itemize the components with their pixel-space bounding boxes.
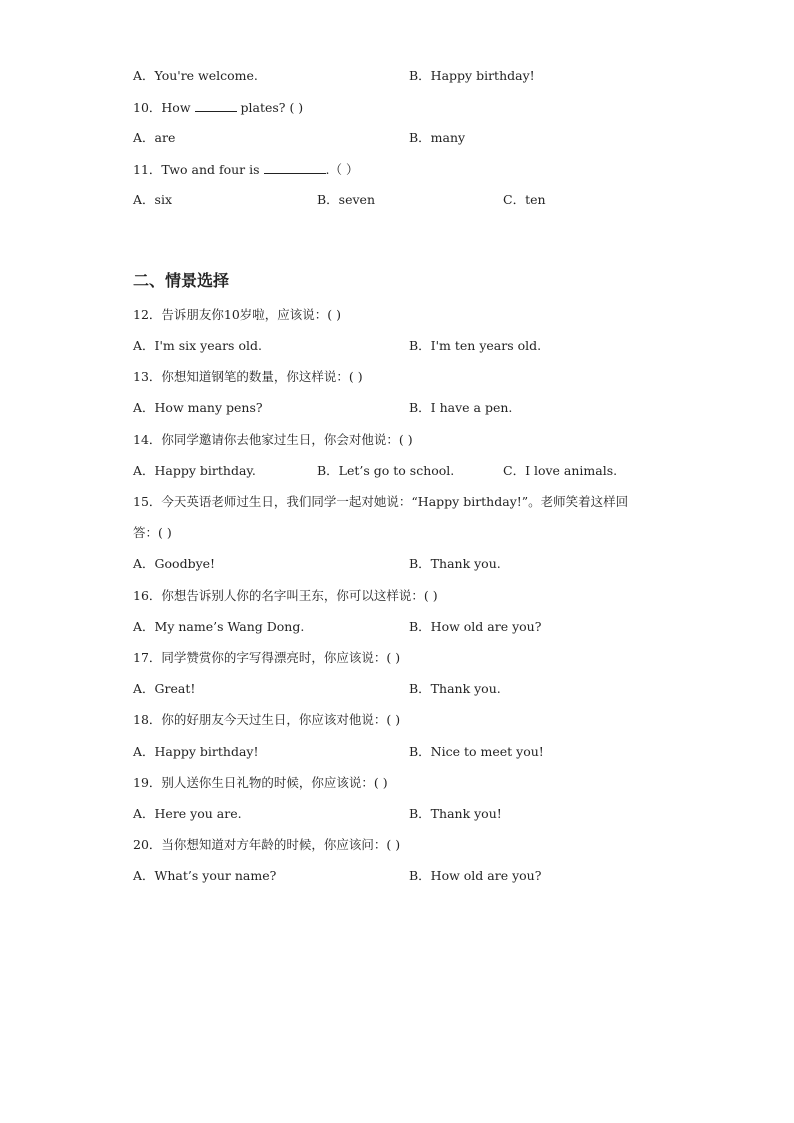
q10-blank	[195, 99, 237, 112]
q11-text-post: .（ ）	[325, 162, 359, 177]
q9-option-a: A．You're welcome.	[133, 68, 258, 83]
section-title: 二、情景选择	[133, 271, 230, 290]
q19-option-a: A．Here you are.	[133, 806, 242, 821]
q11-option-a: A．six	[133, 192, 172, 207]
q10-text-post: plates? ( )	[236, 100, 304, 115]
q17-option-a: A．Great!	[133, 681, 196, 696]
q20-question: 20．当你想知道对方年龄的时候，你应该问：( )	[133, 837, 401, 852]
q13-question: 13．你想知道钢笔的数量，你这样说：( )	[133, 369, 363, 384]
q12-option-a: A．I'm six years old.	[133, 338, 262, 353]
q14-question: 14．你同学邀请你去他家过生日，你会对他说：( )	[133, 432, 413, 447]
q11-blank	[264, 161, 326, 174]
q20-option-b: B．How old are you?	[409, 868, 542, 883]
q15-question-line2: 答：( )	[133, 525, 172, 540]
q18-question: 18．你的好朋友今天过生日，你应该对他说：( )	[133, 712, 401, 727]
q13-option-a: A．How many pens?	[133, 400, 263, 415]
q15-option-b: B．Thank you.	[409, 556, 501, 571]
q12-question: 12．告诉朋友你10岁啦，应该说：( )	[133, 307, 342, 322]
q19-option-b: B．Thank you!	[409, 806, 502, 821]
q16-question: 16．你想告诉别人你的名字叫王东，你可以这样说：( )	[133, 588, 438, 603]
q17-option-b: B．Thank you.	[409, 681, 501, 696]
q16-option-b: B．How old are you?	[409, 619, 542, 634]
q15-option-a: A．Goodbye!	[133, 556, 216, 571]
q11-text-pre: 11．Two and four is	[133, 162, 264, 177]
q11-option-c: C．ten	[503, 192, 546, 207]
q10-question	[133, 99, 303, 116]
q15-question-line1: 15．今天英语老师过生日，我们同学一起对她说：“Happy birthday!”。老师笑着这样回	[133, 494, 629, 509]
q18-option-b: B．Nice to meet you!	[409, 744, 544, 759]
q9-option-b: B．Happy birthday!	[409, 68, 535, 83]
q14-option-c: C．I love animals.	[503, 463, 618, 478]
q10-option-b: B．many	[409, 130, 466, 145]
q11-option-b: B．seven	[317, 192, 376, 207]
q12-option-b: B．I'm ten years old.	[409, 338, 542, 353]
q19-question: 19．别人送你生日礼物的时候，你应该说：( )	[133, 775, 388, 790]
q20-option-a: A．What’s your name?	[133, 868, 277, 883]
q14-option-a: A．Happy birthday.	[133, 463, 256, 478]
q11-question	[133, 161, 358, 178]
q10-option-a: A．are	[133, 130, 176, 145]
q18-option-a: A．Happy birthday!	[133, 744, 259, 759]
q13-option-b: B．I have a pen.	[409, 400, 513, 415]
q16-option-a: A．My name’s Wang Dong.	[133, 619, 305, 634]
q17-question: 17．同学赞赏你的字写得漂亮时，你应该说：( )	[133, 650, 401, 665]
q10-text-pre: 10．How	[133, 100, 195, 115]
q14-option-b: B．Let’s go to school.	[317, 463, 455, 478]
